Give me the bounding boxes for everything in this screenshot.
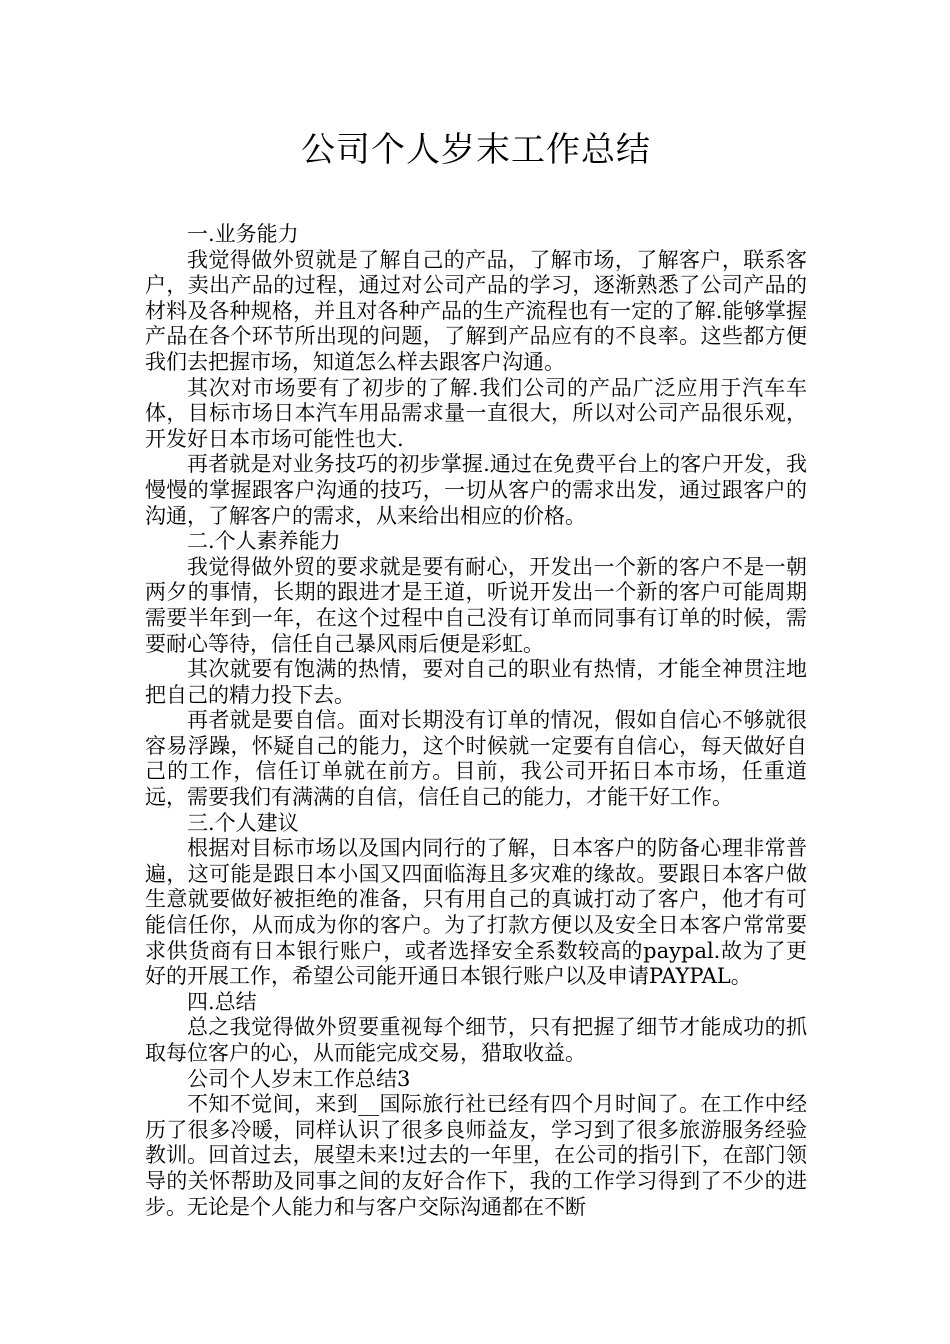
body-paragraph: 我觉得做外贸的要求就是要有耐心，开发出一个新的客户不是一朝两夕的事情，长期的跟进才是王道，听说开发出一个新的客户可能周期需要半年到一年，在这个过程中自己没有订单而同事有订单的时候，需要耐心等待，信任自己暴风雨后便是彩虹。 (145, 554, 807, 656)
document-title: 公司个人岁末工作总结 (301, 130, 651, 170)
body-paragraph: 不知不觉间，来到__国际旅行社已经有四个月时间了。在工作中经历了很多冷暖，同样认识了很多良师益友，学习到了很多旅游服务经验教训。回首过去，展望未来!过去的一年里，在公司的指引下，在部门领导的关怀帮助及同事之间的友好合作下，我的工作学习得到了不少的进步。无论是个人能力和与客户交际沟通都在不断 (145, 1092, 807, 1219)
document-page (145, 118, 807, 1220)
section-heading: 公司个人岁末工作总结3 (187, 1066, 411, 1091)
body-paragraph: 再者就是要自信。面对长期没有订单的情况，假如自信心不够就很容易浮躁，怀疑自己的能力，这个时候就一定要有自信心，每天做好自己的工作，信任订单就在前方。目前，我公司开拓日本市场，任重道远，需要我们有满满的自信，信任自己的能力，才能干好工作。 (145, 708, 807, 810)
body-paragraph: 再者就是对业务技巧的初步掌握.通过在免费平台上的客户开发，我慢慢的掌握跟客户沟通的技巧，一切从客户的需求出发，通过跟客户的沟通，了解客户的需求，从来给出相应的价格。 (145, 452, 807, 528)
body-paragraph: 总之我觉得做外贸要重视每个细节，只有把握了细节才能成功的抓取每位客户的心，从而能完成交易，猎取收益。 (145, 1015, 807, 1065)
section-heading: 四.总结 (187, 989, 257, 1014)
body-paragraph: 根据对目标市场以及国内同行的了解，日本客户的防备心理非常普遍，这可能是跟日本小国又四面临海且多灾难的缘故。要跟日本客户做生意就要做好被拒绝的准备，只有用自己的真诚打动了客户，他才有可能信任你，从而成为你的客户。为了打款方便以及安全日本客户常常要求供货商有日本银行账户，或者选择安全系数较高的paypal.故为了更好的开展工作，希望公司能开通日本银行账户以及申请PAYPAL。 (145, 836, 807, 989)
body-paragraph: 我觉得做外贸就是了解自己的产品，了解市场，了解客户，联系客户，卖出产品的过程，通过对公司产品的学习，逐渐熟悉了公司产品的材料及各种规格，并且对各种产品的生产流程也有一定的了解.能够掌握产品在各个环节所出现的问题，了解到产品应有的不良率。这些都方便我们去把握市场，知道怎么样去跟客户沟通。 (145, 247, 807, 374)
section-heading: 二.个人素养能力 (187, 529, 341, 554)
section-heading: 一.业务能力 (187, 222, 299, 246)
body-paragraph: 其次就要有饱满的热情，要对自己的职业有热情，才能全神贯注地把自己的精力投下去。 (145, 657, 807, 707)
document-body (145, 222, 807, 1220)
body-paragraph: 其次对市场要有了初步的了解.我们公司的产品广泛应用于汽车车体，目标市场日本汽车用品需求量一直很大，所以对公司产品很乐观，开发好日本市场可能性也大. (145, 375, 807, 451)
section-heading: 三.个人建议 (187, 810, 299, 835)
